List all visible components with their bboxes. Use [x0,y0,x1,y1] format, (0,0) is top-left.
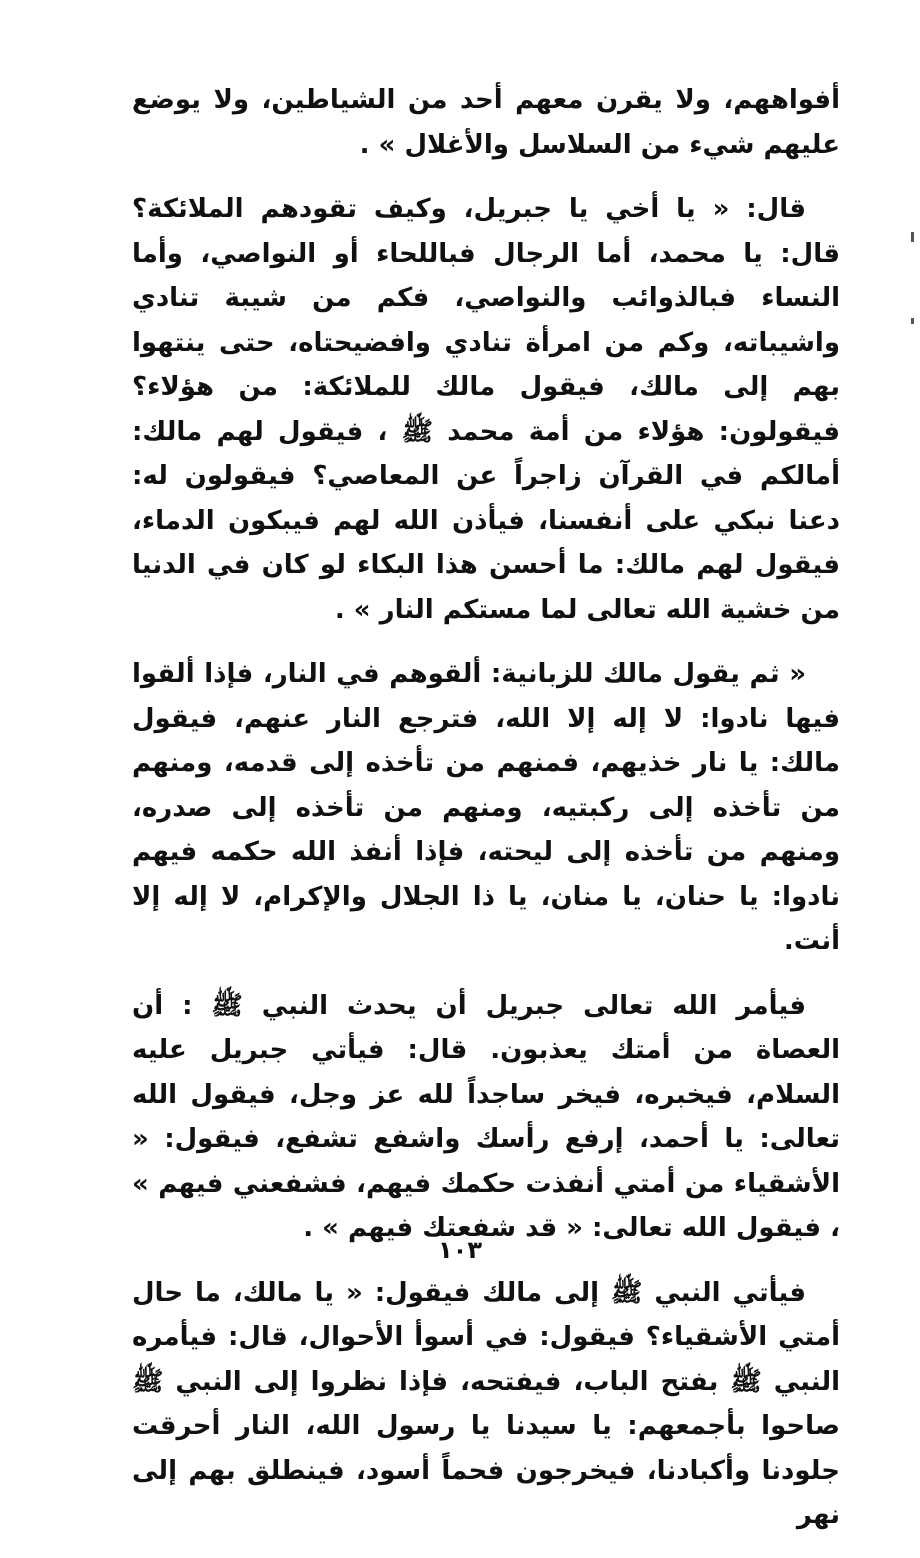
page-number: ١٠٣ [438,1236,482,1264]
scan-edge-mark [911,232,914,242]
paragraph-1: أفواههم، ولا يقرن معهم أحد من الشياطين، ولا يوضع عليهم شيء من السلاسل والأغلال » . [132,85,840,160]
paragraph-2: قال: « يا أخي يا جبريل، وكيف تقودهم الملائكة؟ قال: يا محمد، أما الرجال فباللحاء أو النواصي، وأما النساء فبالذوائب والنواصي، فكم من شيبة تنادي واشيباته، وكم من امرأة تنادي وافضيحتاه، حتى ينتهوا بهم إلى مالك، فيقول مالك للملائكة: من هؤلاء؟ فيقولون: هؤلاء من أمة محمد ﷺ ، فيقول لهم مالك: أمالكم في القرآن زاجراً عن المعاصي؟ فيقولون له: دعنا نبكي على أنفسنا، فيأذن الله لهم فيبكون الدماء، فيقول لهم مالك: ما أحسن هذا البكاء لو كان في الدنيا من خشية الله تعالى لما مستكم النار » . [132,194,840,625]
paragraph-5: فيأتي النبي ﷺ إلى مالك فيقول: « يا مالك، ما حال أمتي الأشقياء؟ فيقول: في أسوأ الأحوال، قال: فيأمره النبي ﷺ بفتح الباب، فيفتحه، فإذا نظروا إلى النبي ﷺ صاحوا بأجمعهم: يا سيدنا يا رسول الله، النار أحرقت جلودنا وأكبادنا، فيخرجون فحماً أسود، فينطلق بهم إلى نهر [132,1277,840,1530]
paragraph-3: « ثم يقول مالك للزبانية: ألقوهم في النار، فإذا ألقوا فيها نادوا: لا إله إلا الله، فترجع النار عنهم، فيقول مالك: يا نار خذيهم، فمنهم من تأخذه إلى قدمه، ومنهم من تأخذه إلى ركبتيه، ومنهم من تأخذه إلى صدره، ومنهم من تأخذه إلى ليحته، فإذا أنفذ الله حكمه فيهم نادوا: يا حنان، يا منان، يا ذا الجلال والإكرام، لا إله إلا أنت. [132,659,840,956]
page-body [132,78,840,1558]
scan-edge-mark [911,318,914,324]
paragraph-4: فيأمر الله تعالى جبريل أن يحدث النبي ﷺ : أن العصاة من أمتك يعذبون. قال: فيأتي جبريل عليه السلام، فيخبره، فيخر ساجداً لله عز وجل، فيقول الله تعالى: يا أحمد، إرفع رأسك واشفع تشفع، فيقول: « الأشقياء من أمتي أنفذت حكمك فيهم، فشفعني فيهم » ، فيقول الله تعالى: « قد شفعتك فيهم » . [132,990,840,1243]
